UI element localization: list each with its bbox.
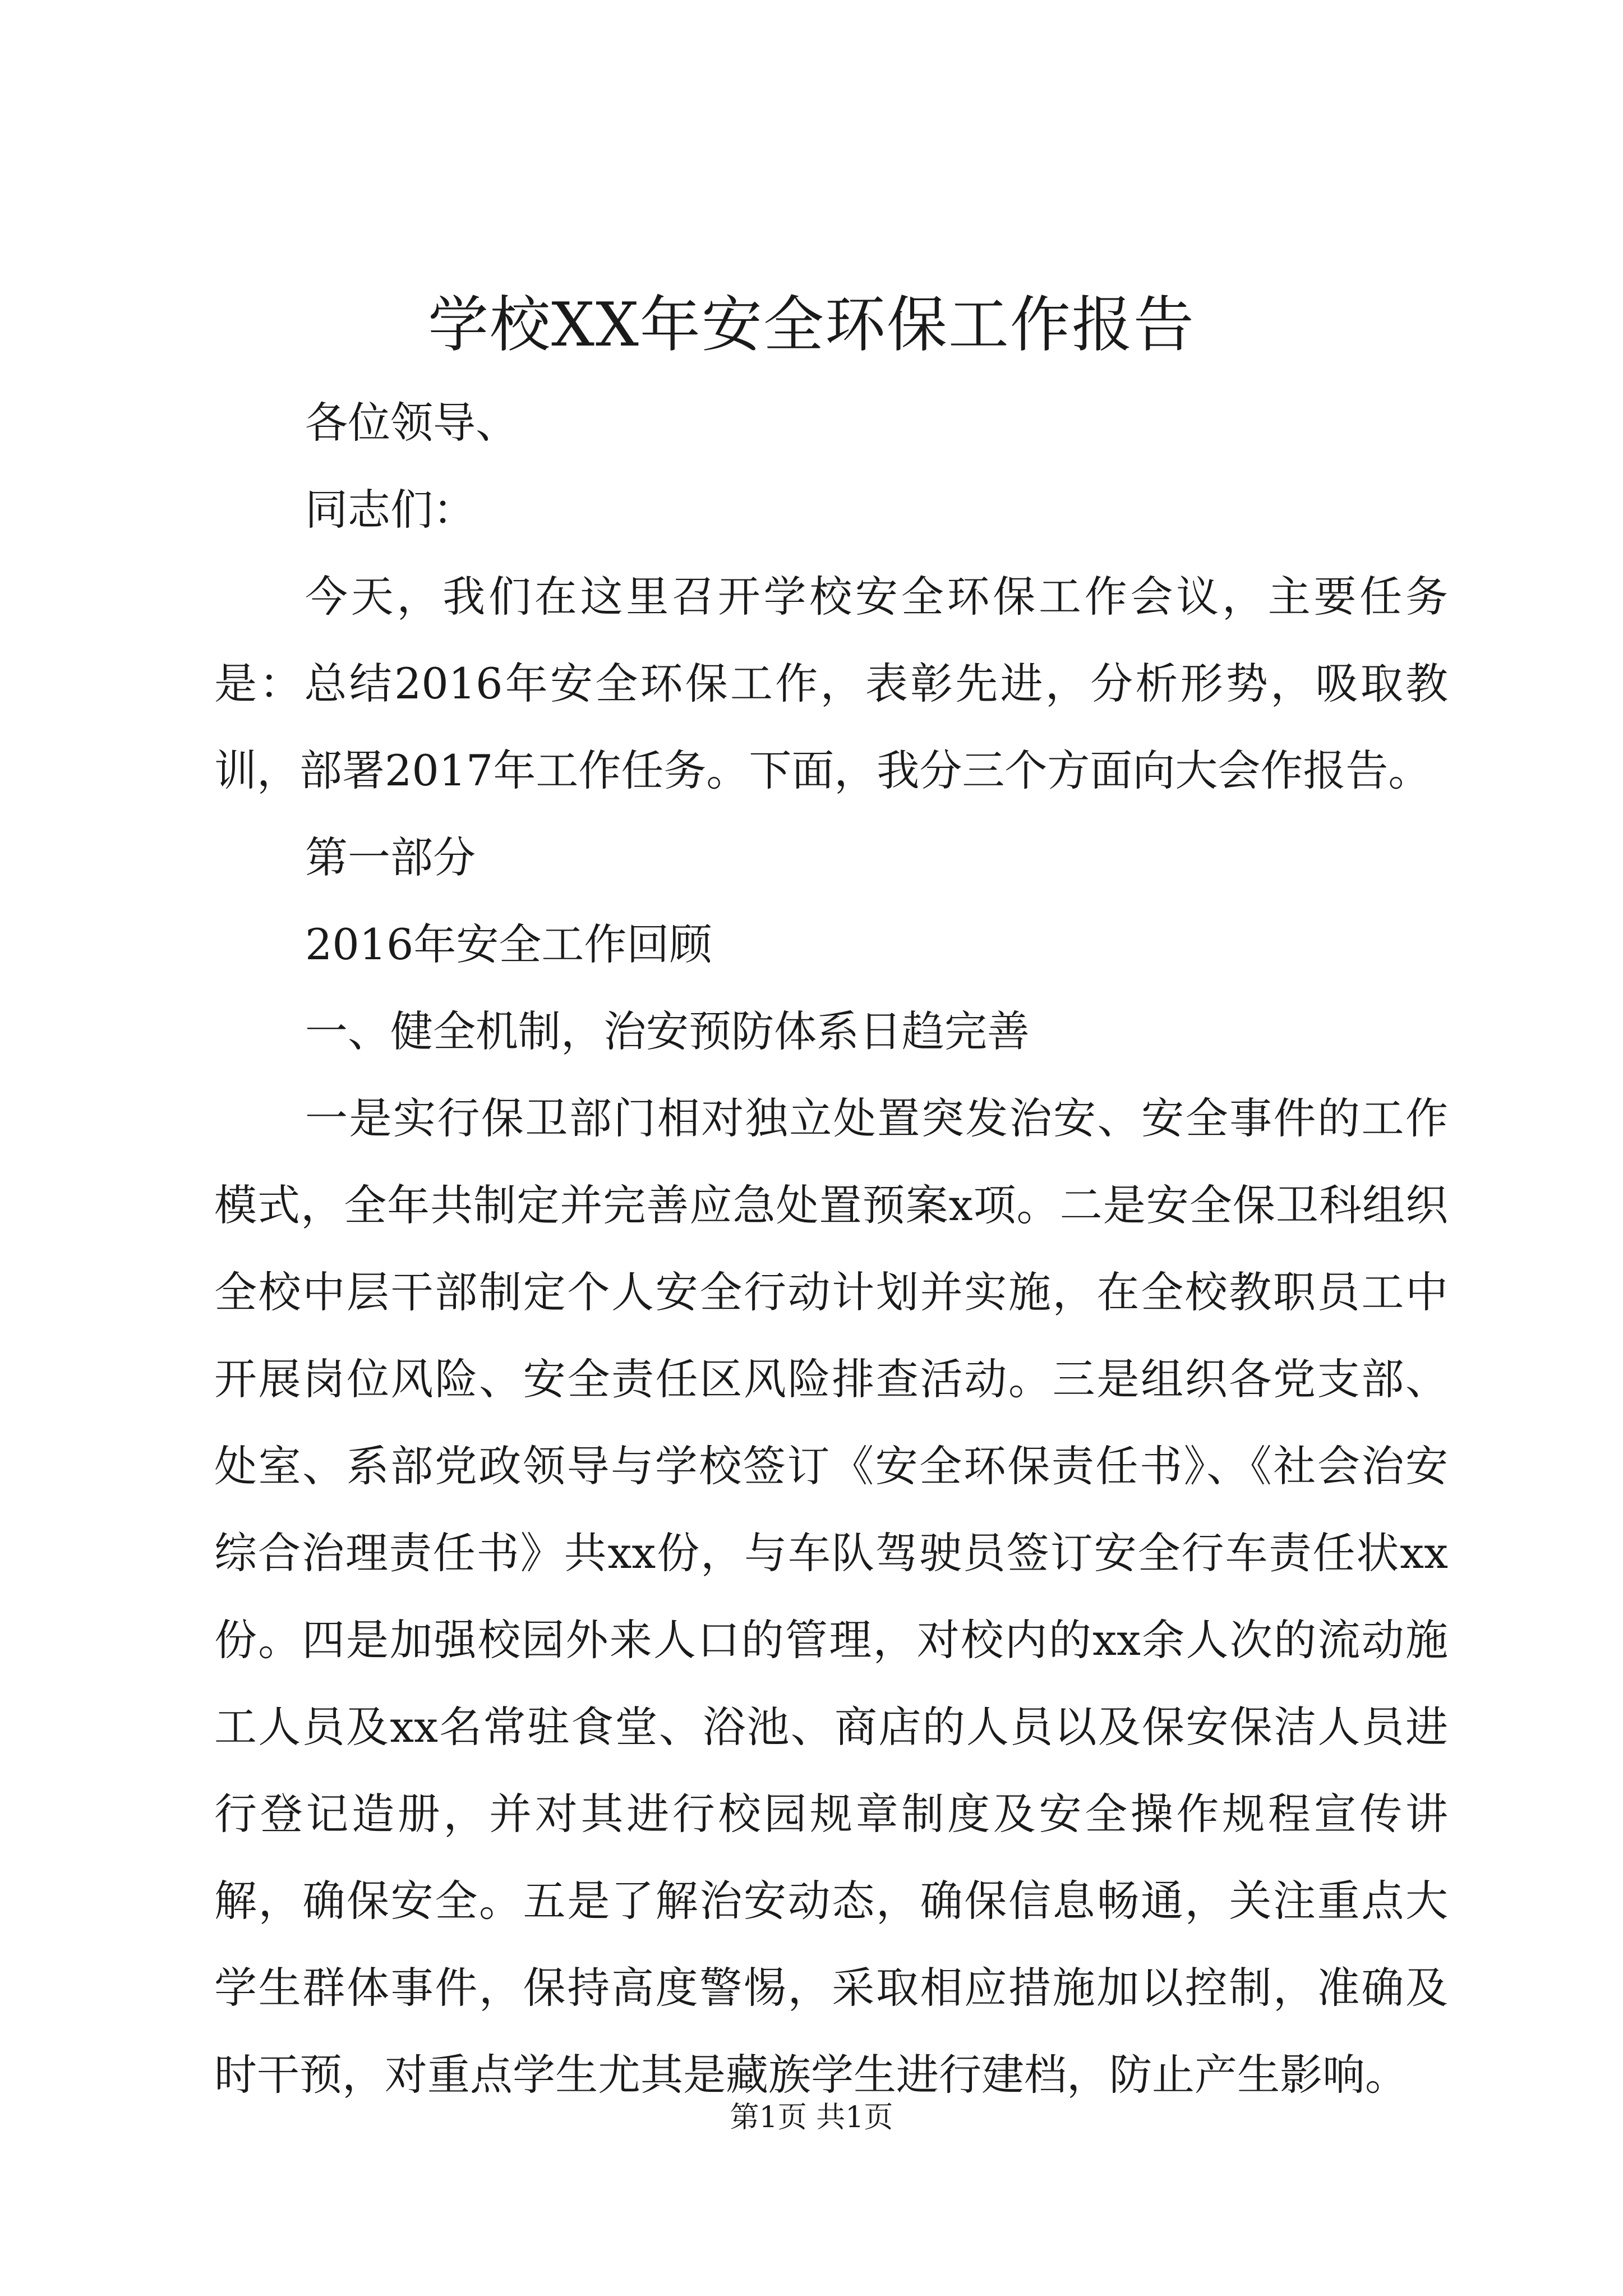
salutation-comrades: 同志们：: [305, 485, 476, 535]
intro-paragraph: 今天，我们在这里召开学校安全环保工作会议，主要任务是：总结2016年安全环保工作，表彰先进，分析形势，吸取教训，部署2017年工作任务。下面，我分三个方面向大会作报告。: [214, 572, 1448, 795]
page-number-footer: 第1页 共1页: [730, 2101, 893, 2134]
body-paragraph: 一是实行保卫部门相对独立处置突发治安、安全事件的工作模式，全年共制定并完善应急处置预案x项。二是安全保卫科组织全校中层干部制定个人安全行动计划并实施，在全校教职员工中开展岗位风险、安全责任区风险排查活动。三是组织各党支部、处室、系部党政领导与学校签订《安全环保责任书》、《社会治安综合治理责任书》共xx份，与车队驾驶员签订安全行车责任状xx份。四是加强校园外来人口的管理，对校内的xx余人次的流动施工人员及xx名常驻食堂、浴池、商店的人员以及保安保洁人员进行登记造册，并对其进行校园规章制度及安全操作规程宣传讲解，确保安全。五是了解治安动态，确保信息畅通，关注重点大学生群体事件，保持高度警惕，采取相应措施加以控制，准确及时干预，对重点学生尤其是藏族学生进行建档，防止产生影响。: [214, 1093, 1448, 2100]
section-heading: 2016年安全工作回顾: [305, 919, 712, 969]
document-title: 学校XX年安全环保工作报告: [428, 290, 1195, 360]
subsection-heading: 一、健全机制，治安预防体系日趋完善: [305, 1006, 1030, 1056]
part-heading: 第一部分: [305, 832, 476, 882]
salutation-leaders: 各位领导、: [305, 398, 518, 448]
document-body: [214, 379, 1448, 2118]
